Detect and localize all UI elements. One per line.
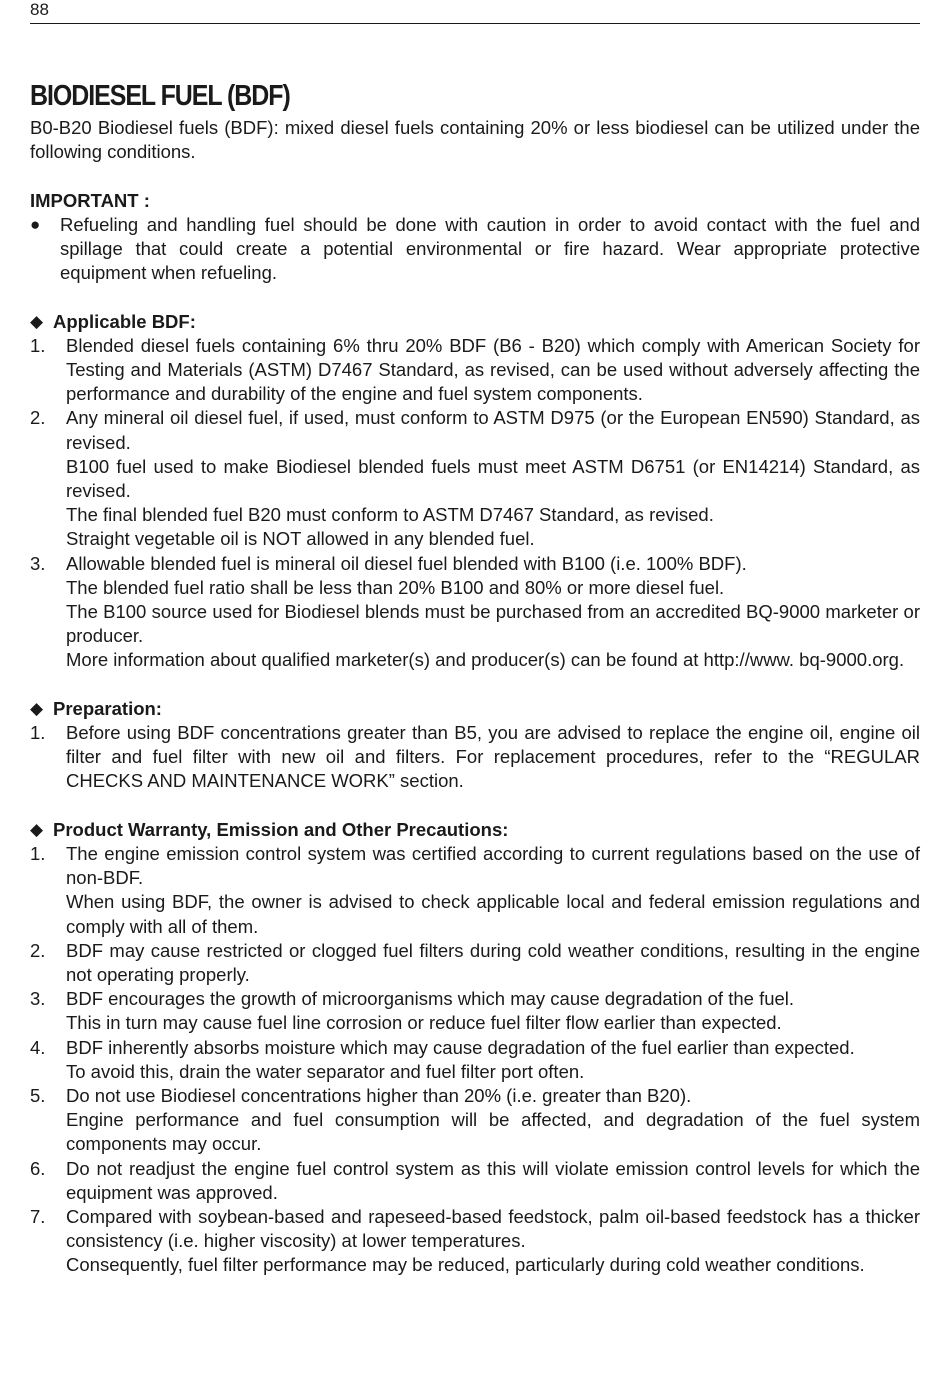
list-item-body bbox=[66, 1157, 920, 1205]
list-item-body bbox=[66, 987, 920, 1035]
list-item-paragraph: Engine performance and fuel consumption will be affected, and degradation of the fuel system components may occur. bbox=[66, 1109, 920, 1155]
list-item-number: 2. bbox=[30, 407, 46, 429]
list-item bbox=[30, 552, 920, 673]
list-item-paragraph: The blended fuel ratio shall be less than 20% B100 and 80% or more diesel fuel. bbox=[66, 576, 725, 598]
list-item-paragraph: Compared with soybean-based and rapeseed-based feedstock, palm oil-based feedstock has a thicker consistency (i.e. higher viscosity) at lower temperatures. bbox=[66, 1206, 920, 1252]
list-item-paragraph: Do not use Biodiesel concentrations higher than 20% (i.e. greater than B20). bbox=[66, 1085, 692, 1107]
list-item-paragraph: BDF inherently absorbs moisture which may cause degradation of the fuel earlier than expected. bbox=[66, 1036, 855, 1058]
numbered-list bbox=[30, 721, 920, 794]
list-item-paragraph: When using BDF, the owner is advised to check applicable local and federal emission regulations and comply with all of them. bbox=[66, 891, 920, 937]
list-item-number: 6. bbox=[30, 1157, 46, 1179]
list-item-paragraph: Do not readjust the engine fuel control system as this will violate emission control levels for which the equipment was approved. bbox=[66, 1157, 920, 1203]
list-item-paragraph: B100 fuel used to make Biodiesel blended fuels must meet ASTM D6751 (or EN14214) Standard, as revised. bbox=[66, 455, 920, 502]
list-item bbox=[30, 721, 920, 794]
list-item-body bbox=[66, 842, 920, 939]
list-item-body bbox=[66, 406, 920, 551]
list-item-paragraph: The B100 source used for Biodiesel blends must be purchased from an accredited BQ-9000 marketer or producer. bbox=[66, 601, 920, 647]
list-item bbox=[30, 406, 920, 551]
diamond-bullet-icon: ◆ bbox=[30, 698, 44, 718]
list-item-body bbox=[66, 552, 920, 673]
spacer bbox=[30, 164, 920, 188]
section-heading-text: Product Warranty, Emission and Other Precautions: bbox=[53, 818, 509, 840]
list-item-body bbox=[66, 334, 920, 407]
list-item-number: 3. bbox=[30, 552, 46, 574]
list-item-number: 7. bbox=[30, 1206, 46, 1228]
list-item-body bbox=[66, 1036, 920, 1084]
document-body bbox=[30, 76, 920, 1278]
list-item bbox=[30, 1157, 920, 1205]
list-item bbox=[30, 842, 920, 939]
list-item bbox=[30, 334, 920, 407]
page-number: 88 bbox=[30, 0, 49, 19]
list-item-number: 4. bbox=[30, 1036, 46, 1058]
list-item-paragraph: Before using BDF concentrations greater than B5, you are advised to replace the engine oil, engine oil filter and fuel filter with new oil and filters. For replacement procedures, refer to the “REGULAR CHECKS AND MAINTENANCE WORK” section. bbox=[66, 722, 920, 792]
list-item-number: 5. bbox=[30, 1085, 46, 1107]
section-heading-text: Applicable BDF: bbox=[53, 310, 196, 332]
header-rule bbox=[30, 23, 920, 24]
list-item-paragraph: Any mineral oil diesel fuel, if used, must conform to ASTM D975 (or the European EN590) Standard, as revised. bbox=[66, 407, 920, 453]
numbered-list bbox=[30, 334, 920, 673]
list-item-number: 1. bbox=[30, 722, 46, 744]
sections-container bbox=[30, 310, 920, 1278]
list-item-paragraph: To avoid this, drain the water separator and fuel filter port often. bbox=[66, 1060, 585, 1082]
list-item bbox=[30, 1205, 920, 1278]
section-heading bbox=[30, 697, 920, 721]
list-item-body bbox=[66, 721, 920, 794]
numbered-list bbox=[30, 842, 920, 1278]
list-item-number: 2. bbox=[30, 939, 46, 961]
list-item-paragraph: Blended diesel fuels containing 6% thru 20% BDF (B6 - B20) which comply with American Society for Testing and Materials (ASTM) D7467 Standard, as revised, can be used without adversely affecting the performance and durability of the engine and fuel system components. bbox=[66, 334, 920, 405]
list-item bbox=[30, 1036, 920, 1084]
list-item-number: 1. bbox=[30, 843, 46, 865]
important-label: IMPORTANT : bbox=[30, 189, 150, 211]
spacer bbox=[30, 673, 920, 697]
page-title: BIODIESEL FUEL (BDF) bbox=[30, 80, 290, 112]
list-item-body bbox=[66, 1084, 920, 1157]
list-item-paragraph: Consequently, fuel filter performance may be reduced, particularly during cold weather conditions. bbox=[66, 1254, 865, 1276]
list-item bbox=[30, 939, 920, 987]
list-item-paragraph: This in turn may cause fuel line corrosion or reduce fuel filter flow earlier than expected. bbox=[66, 1012, 782, 1034]
list-item-body bbox=[66, 1205, 920, 1278]
spacer bbox=[30, 794, 920, 818]
list-item-body bbox=[66, 939, 920, 987]
list-item-paragraph: BDF may cause restricted or clogged fuel filters during cold weather conditions, resulting in the engine not operating properly. bbox=[66, 939, 920, 986]
list-item-number: 3. bbox=[30, 988, 46, 1010]
bullet-dot-icon: ● bbox=[30, 214, 41, 234]
list-item-paragraph: BDF encourages the growth of microorganisms which may cause degradation of the fuel. bbox=[66, 988, 795, 1010]
list-item bbox=[30, 987, 920, 1035]
list-item-paragraph: Straight vegetable oil is NOT allowed in any blended fuel. bbox=[66, 528, 535, 550]
intro-paragraph: B0-B20 Biodiesel fuels (BDF): mixed diesel fuels containing 20% or less biodiesel can be utilized under the following conditions. bbox=[30, 117, 920, 163]
list-item-paragraph: The engine emission control system was certified according to current regulations based on the use of non-BDF. bbox=[66, 843, 920, 889]
important-bullet bbox=[30, 213, 920, 286]
list-item-paragraph: The final blended fuel B20 must conform to ASTM D7467 Standard, as revised. bbox=[66, 504, 714, 526]
section-heading-text: Preparation: bbox=[53, 697, 162, 719]
diamond-bullet-icon: ◆ bbox=[30, 311, 44, 331]
list-item-paragraph: Allowable blended fuel is mineral oil diesel fuel blended with B100 (i.e. 100% BDF). bbox=[66, 552, 747, 574]
list-item-number: 1. bbox=[30, 334, 46, 356]
diamond-bullet-icon: ◆ bbox=[30, 819, 44, 839]
section-heading bbox=[30, 818, 920, 842]
list-item-paragraph: More information about qualified marketer(s) and producer(s) can be found at http://www. bq-9000.org. bbox=[66, 649, 905, 671]
section-heading bbox=[30, 310, 920, 334]
list-item bbox=[30, 1084, 920, 1157]
spacer bbox=[30, 285, 920, 309]
important-text: Refueling and handling fuel should be done with caution in order to avoid contact with the fuel and spillage that could create a potential environmental or fire hazard. Wear appropriate protective equipment when refueling. bbox=[60, 213, 920, 284]
